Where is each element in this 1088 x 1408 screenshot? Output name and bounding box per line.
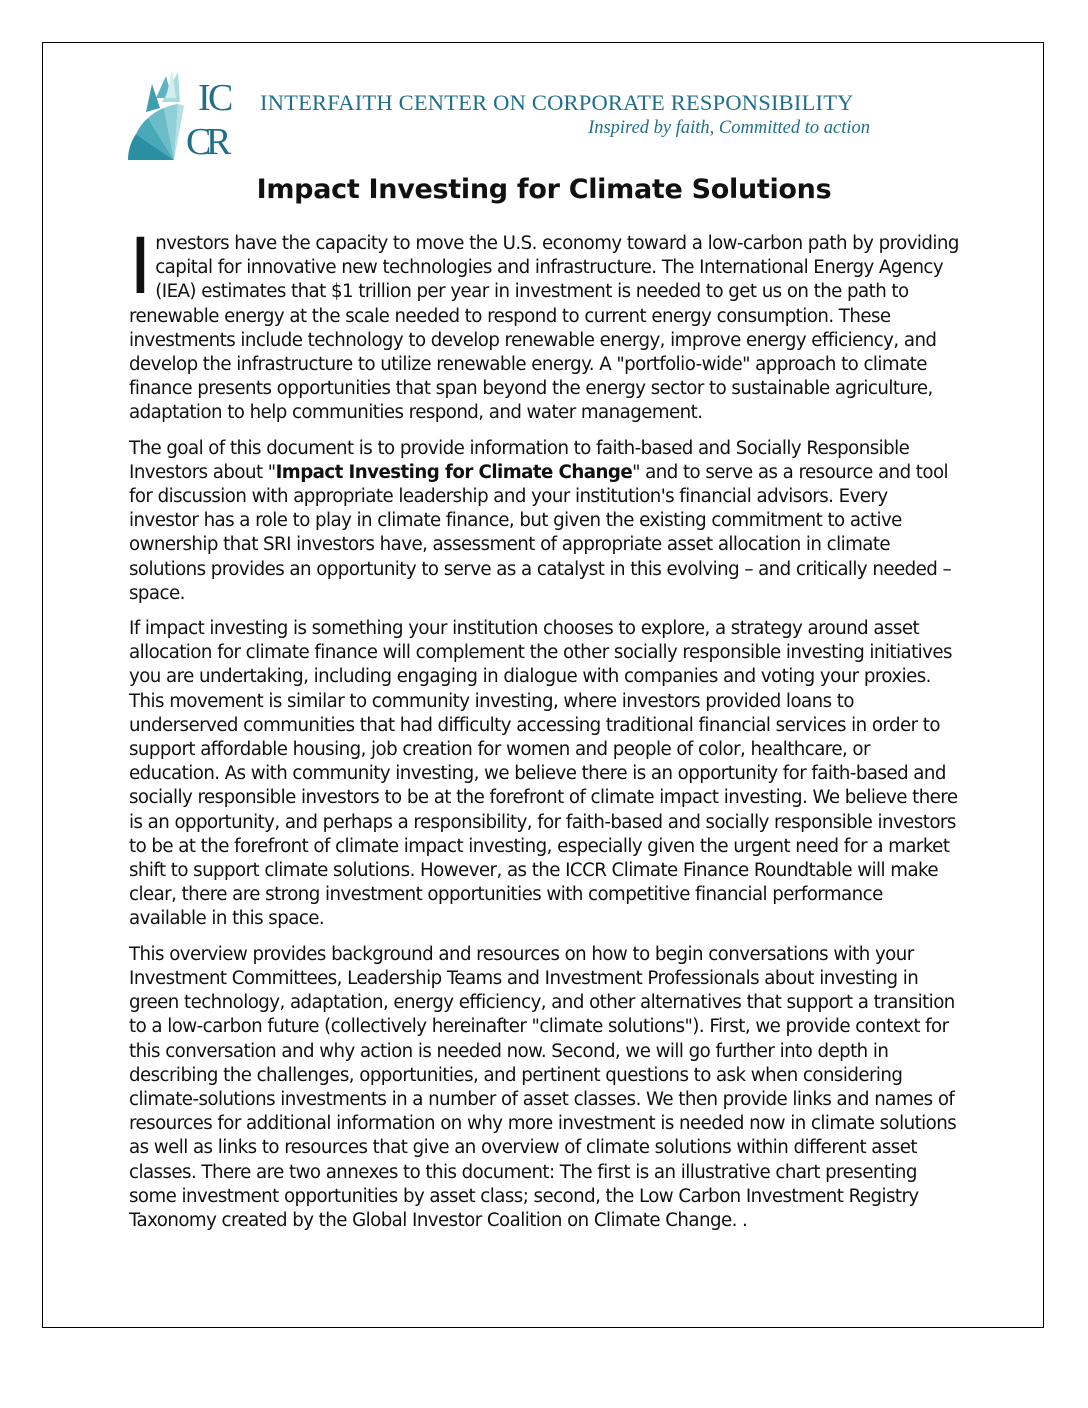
document-title: Impact Investing for Climate Solutions bbox=[256, 174, 832, 205]
organization-tagline: Inspired by faith, Committed to action bbox=[588, 118, 870, 138]
paragraph-intro bbox=[129, 220, 961, 426]
svg-text:C: C bbox=[186, 121, 212, 163]
svg-text:C: C bbox=[208, 77, 234, 119]
iccr-logo-icon bbox=[126, 68, 234, 163]
drop-cap: I bbox=[129, 220, 152, 311]
svg-text:R: R bbox=[206, 121, 232, 163]
document-body bbox=[129, 220, 961, 1244]
paragraph-goal-text-end: " and to serve as a resource and tool for discussion with appropriate leadership and your institution's financial advisors. Every investor has a role to play in climate finance, but given the existing commitment to active ownership that SRI investors have, assessment of appropriate asset allocation in climate solutions provides an opportunity to serve as a catalyst in this evolving – and critically needed – space. bbox=[129, 461, 952, 604]
letterhead bbox=[126, 68, 886, 164]
paragraph-strategy: If impact investing is something your institution chooses to explore, a strategy around asset allocation for climate finance will complement the other socially responsible investing initiatives you are undertaking, including engaging in dialogue with companies and voting your proxies. This movement is similar to community investing, where investors provided loans to underserved communities that had difficulty accessing traditional financial services in order to support affordable housing, job creation for women and people of color, healthcare, or education. As with community investing, we believe there is an opportunity for faith-based and socially responsible investors to be at the forefront of climate impact investing. We believe there is an opportunity, and perhaps a responsibility, for faith-based and socially responsible investors to be at the forefront of climate impact investing, especially given the urgent need for a market shift to support climate solutions. However, as the ICCR Climate Finance Roundtable will make clear, there are strong investment opportunities with competitive financial performance available in this space. bbox=[129, 618, 958, 930]
paragraph-overview: This overview provides background and resources on how to begin conversations with your Investment Committees, Leadership Teams and Investment Professionals about investing in green technology, adaptation, energy efficiency, and other alternatives that support a transition to a low-carbon future (collectively hereinafter "climate solutions"). First, we provide context for this conversation and why action is needed now. Second, we will go further into depth in describing the challenges, opportunities, and pertinent questions to ask when considering climate-solutions investments in a number of asset classes. We then provide links and names of resources for additional information on why more investment is needed now in climate solutions as well as links to resources that give an overview of climate solutions within different asset classes. There are two annexes to this document: The first is an illustrative chart presenting some investment opportunities by asset class; second, the Low Carbon Investment Registry Taxonomy created by the Global Investor Coalition on Climate Change. . bbox=[129, 943, 957, 1231]
paragraph-intro-text: nvestors have the capacity to move the U.S. economy toward a low-carbon path by providing capital for innovative new technologies and infrastructure. The International Energy Agency (IEA) estimates that $1 trillion per year in investment is needed to get us on the path to renewable energy at the scale needed to respond to current energy consumption. These investments include technology to develop renewable energy, improve energy efficiency, and develop the infrastructure to utilize renewable energy. A "portfolio-wide" approach to climate finance presents opportunities that span beyond the energy sector to sustainable agriculture, adaptation to help communities respond, and water management. bbox=[129, 233, 959, 424]
svg-text:I: I bbox=[198, 77, 211, 119]
paragraph-goal bbox=[129, 437, 961, 606]
emphasis-impact-investing: Impact Investing for Climate Change bbox=[275, 461, 633, 483]
organization-name: INTERFAITH CENTER ON CORPORATE RESPONSIBILITY bbox=[260, 90, 854, 115]
paragraph-goal-text-start: The goal of this document is to provide information to faith-based and Socially Responsible Investors about " bbox=[129, 437, 910, 483]
